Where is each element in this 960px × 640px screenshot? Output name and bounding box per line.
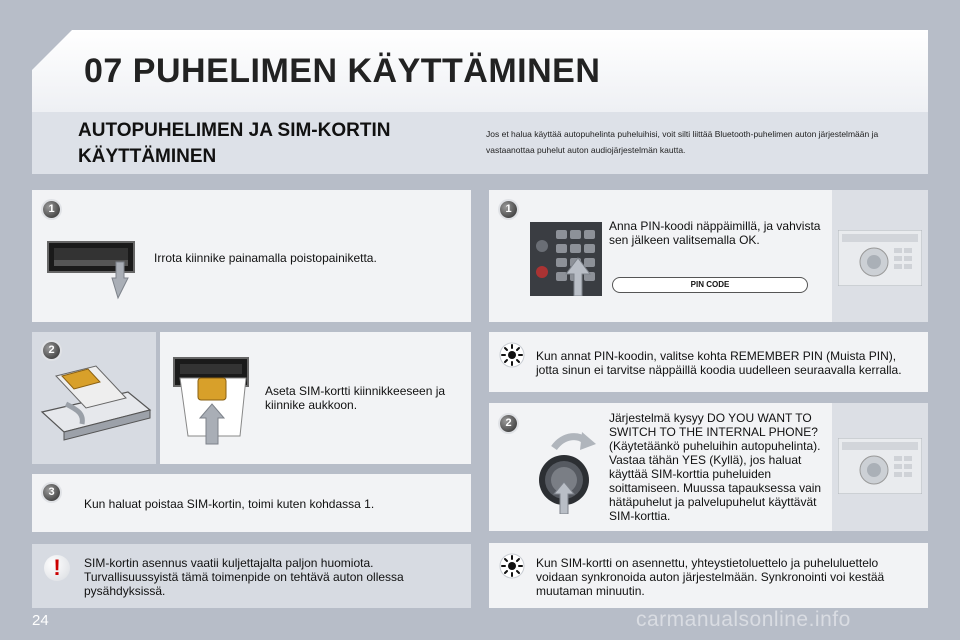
right-step-1-text: Anna PIN-koodi näppäimillä, ja vahvista sen jälkeen valitsemalla OK. — [609, 219, 821, 247]
step-badge: 2 — [43, 342, 60, 359]
step-badge: 3 — [43, 484, 60, 501]
tip-2-text: Kun SIM-kortti on asennettu, yhteystietoluettelo ja puheluluettelo voidaan synkronoida auton järjestelmään. Synkronointi voi kestää muutaman minuutin. — [536, 556, 885, 598]
right-step-2-text: Järjestelmä kysyy DO YOU WANT TO SWITCH TO THE INTERNAL PHONE? (Käytetäänkö puheluihin autopuhelinta). Vastaa tähän YES (Kyllä), jos haluat käyttää SIM-korttia puheluiden soittamiseen. Muussa tapauksessa vain hätäpuhelut ja palvelupuhelut käyttävät SIM-korttia. — [609, 411, 822, 523]
left-step-3-text: Kun haluat poistaa SIM-kortin, toimi kuten kohdassa 1. — [84, 497, 375, 511]
step-badge: 1 — [500, 201, 517, 218]
page-number: 24 — [32, 612, 49, 629]
section-number: 07 — [84, 52, 123, 90]
section-subtitle: AUTOPUHELIMEN JA SIM-KORTIN KÄYTTÄMINEN — [78, 120, 391, 167]
left-step-2-text: Aseta SIM-kortti kiinnikkeeseen ja kiinnike aukkoon. — [265, 384, 446, 412]
watermark: carmanualsonline.info — [636, 608, 851, 631]
lightbulb-tip-icon — [499, 342, 525, 368]
radio-unit-illustration — [838, 230, 922, 286]
tip-1-text: Kun annat PIN-koodin, valitse kohta REMEMBER PIN (Muista PIN), jotta sinun ei tarvitse näppäillä koodia uudelleen seuraavalla kerralla. — [536, 349, 902, 377]
intro-text: Jos et halua käyttää autopuhelinta puheluihisi, voit silti liittää Bluetooth-puhelimen auton järjestelmään ja vastaanottaa puhelut auton audiojärjestelmän kautta. — [486, 129, 879, 155]
radio-unit-illustration — [838, 438, 922, 494]
title-text: PUHELIMEN KÄYTTÄMINEN — [132, 52, 601, 90]
keypad-illustration — [530, 222, 602, 296]
pin-code-screen: PIN CODE — [612, 277, 808, 293]
sim-card-insert-illustration — [168, 356, 260, 448]
warning-text: SIM-kortin asennus vaatii kuljettajalta paljon huomiota. Turvallisuussyistä tämä toimenpide on tehtävä auton ollessa pysähdyksissä. — [84, 556, 404, 598]
warning-icon: ! — [44, 555, 70, 581]
sim-holder-eject-illustration — [46, 240, 138, 300]
rotary-knob-illustration — [534, 430, 600, 514]
page-title — [84, 52, 600, 91]
lightbulb-tip-icon — [499, 553, 525, 579]
sim-card-tray-illustration — [38, 362, 154, 444]
left-step-1-text: Irrota kiinnike painamalla poistopainiketta. — [154, 251, 377, 265]
step-badge: 1 — [43, 201, 60, 218]
step-badge: 2 — [500, 415, 517, 432]
